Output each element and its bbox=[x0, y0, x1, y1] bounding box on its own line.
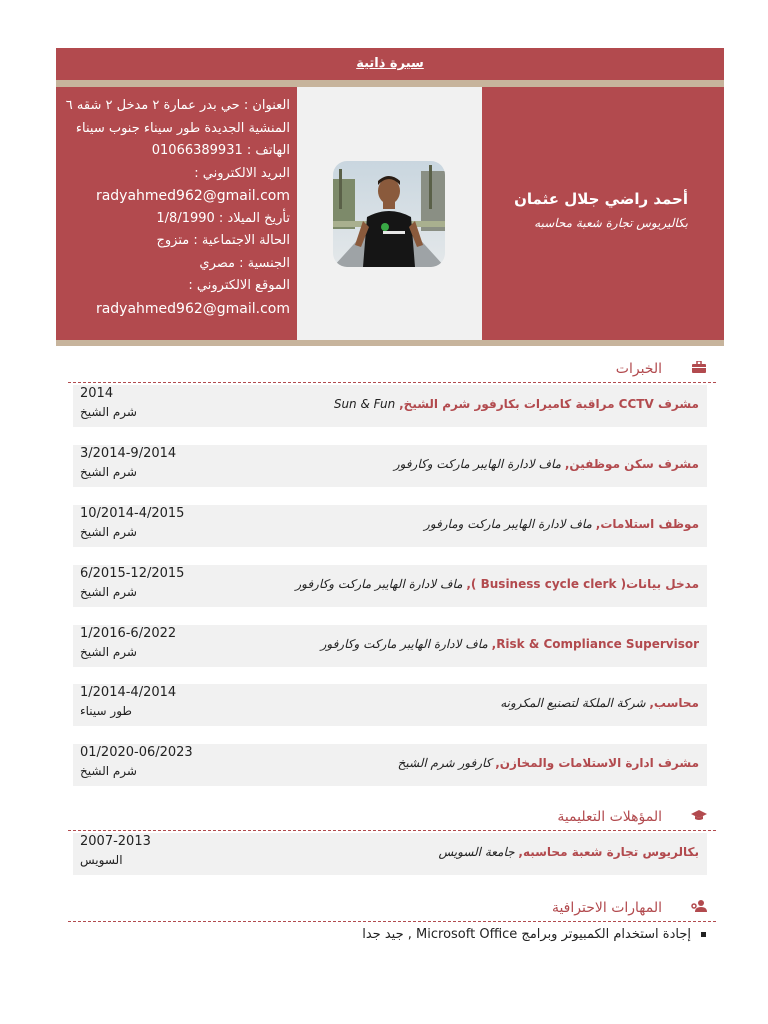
experience-org: شركة الملكة لتصنيع المكرونه bbox=[500, 696, 646, 710]
experience-date: 1/2016-6/2022 bbox=[80, 626, 177, 641]
document-title-bar bbox=[56, 48, 724, 80]
experience-date: 10/2014-4/2015 bbox=[80, 506, 185, 521]
experience-place: شرم الشيخ bbox=[80, 764, 137, 778]
email-label: البريد الالكتروني : bbox=[194, 165, 290, 181]
experience-date: 01/2020-06/2023 bbox=[80, 745, 193, 760]
marital-status-text: الحالة الاجتماعية : متزوج bbox=[156, 233, 290, 248]
experience-role: Risk & Compliance Supervisor, bbox=[491, 637, 699, 651]
website-label: الموقع الالكتروني : bbox=[188, 278, 290, 293]
experience-org: Sun & Fun bbox=[333, 397, 396, 411]
skills-title-text: المهارات الاحترافية bbox=[551, 900, 662, 916]
education-row bbox=[73, 833, 707, 875]
education-place: السويس bbox=[80, 853, 123, 867]
graduation-cap-icon bbox=[690, 805, 708, 829]
header-bottom-stripe bbox=[56, 340, 724, 346]
phone-text: الهاتف : 01066389931 bbox=[151, 143, 290, 158]
profile-photo-image bbox=[333, 161, 445, 267]
experience-place: شرم الشيخ bbox=[80, 645, 137, 659]
experience-role: مشرف CCTV مراقبة كاميرات بكارفور شرم الشيخ, bbox=[399, 397, 699, 411]
experience-date: 1/2014-4/2014 bbox=[80, 685, 177, 700]
experience-row bbox=[73, 565, 707, 607]
briefcase-icon bbox=[690, 357, 708, 381]
email-link[interactable]: radyahmed962@gmail.com bbox=[95, 188, 290, 204]
experience-role: موظف استلامات, bbox=[595, 517, 699, 531]
experience-org: ماف لادارة الهايبر ماركت وكارفور bbox=[295, 577, 463, 591]
education-org: جامعة السويس bbox=[438, 845, 515, 859]
experience-place: شرم الشيخ bbox=[80, 585, 137, 599]
experience-section-title bbox=[68, 357, 716, 383]
address-line-2: المنشية الجديدة طور سيناء جنوب سيناء bbox=[75, 120, 290, 136]
user-gear-icon bbox=[690, 896, 708, 920]
experience-place: شرم الشيخ bbox=[80, 525, 137, 539]
person-name: أحمد راضي جلال عثمان bbox=[514, 190, 688, 208]
experience-row bbox=[73, 744, 707, 786]
experience-date: 3/2014-9/2014 bbox=[80, 446, 177, 461]
experience-org: ماف لادارة الهايبر ماركت وكارفور bbox=[320, 637, 488, 651]
education-section-title bbox=[68, 805, 716, 831]
person-degree: بكاليريوس تجارة شعبة محاسبه bbox=[534, 216, 688, 230]
experience-row bbox=[73, 684, 707, 726]
contact-panel bbox=[56, 87, 297, 340]
bullet-icon bbox=[701, 932, 706, 937]
education-date: 2007-2013 bbox=[80, 834, 151, 849]
experience-date: 6/2015-12/2015 bbox=[80, 566, 185, 581]
document-title: سيرة ذاتية bbox=[356, 56, 424, 71]
experience-role: مشرف ادارة الاستلامات والمخازن, bbox=[495, 756, 699, 770]
experience-title-text: الخبرات bbox=[615, 361, 662, 377]
skill-item bbox=[300, 926, 706, 944]
education-title-text: المؤهلات التعليمية bbox=[557, 809, 662, 825]
nationality-text: الجنسية : مصري bbox=[199, 255, 290, 271]
education-degree: بكالريوس تجارة شعبة محاسبه, bbox=[518, 845, 699, 859]
name-panel bbox=[482, 87, 724, 340]
experience-place: طور سيناء bbox=[80, 704, 132, 718]
skills-section-title bbox=[68, 896, 716, 922]
profile-header bbox=[56, 87, 724, 340]
experience-org: ماف لادارة الهايبر ماركت وكارفور bbox=[393, 457, 562, 471]
experience-row bbox=[73, 385, 707, 427]
experience-row bbox=[73, 625, 707, 667]
experience-role: مشرف سكن موظفين, bbox=[564, 457, 699, 471]
experience-org: كارفور شرم الشيخ bbox=[397, 756, 492, 770]
photo-panel bbox=[297, 87, 482, 340]
experience-place: شرم الشيخ bbox=[80, 465, 137, 479]
header-top-stripe bbox=[56, 80, 724, 87]
birthdate-text: تأريخ الميلاد : 1/8/1990 bbox=[156, 210, 290, 226]
experience-role: مدخل بيانات( Business cycle clerk ), bbox=[466, 577, 699, 591]
experience-row bbox=[73, 505, 707, 547]
experience-date: 2014 bbox=[80, 386, 114, 401]
experience-role: محاسب, bbox=[649, 696, 699, 710]
experience-place: شرم الشيخ bbox=[80, 405, 137, 419]
experience-row bbox=[73, 445, 707, 487]
skill-text: إجادة استخدام الكمبيوتر وبرامج Microsoft Office , جيد جدا bbox=[362, 927, 691, 942]
website-link[interactable]: radyahmed962@gmail.com bbox=[95, 300, 290, 317]
profile-photo bbox=[333, 161, 445, 267]
experience-org: ماف لادارة الهايبر ماركت ومارفور bbox=[424, 517, 592, 531]
address-line-1: العنوان : حي بدر عمارة ٢ مدخل ٢ شقه ٦ bbox=[65, 98, 290, 113]
